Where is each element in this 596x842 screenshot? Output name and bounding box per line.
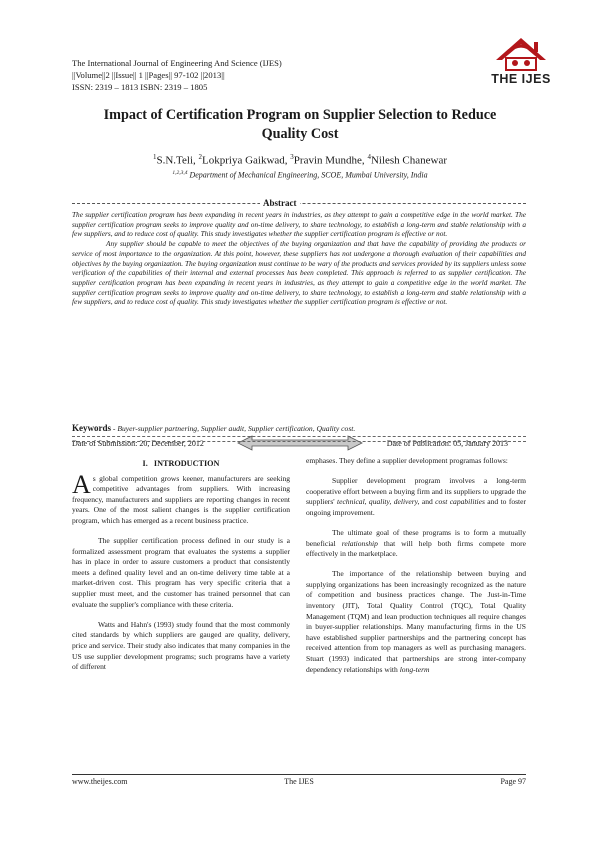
author-num: 3 xyxy=(290,153,294,161)
house-icon xyxy=(488,36,554,74)
author-name: Pravin Mundhe, xyxy=(293,154,368,167)
paper-title: Impact of Certification Program on Supplier Selection to Reduce Quality Cost xyxy=(103,107,497,142)
author-name: S.N.Teli, xyxy=(156,154,199,167)
author-num: 2 xyxy=(198,153,203,161)
abstract-body xyxy=(72,210,526,307)
keywords-text: - Buyer-supplier partnering, Supplier audit, Supplier certification, Quality cost. xyxy=(111,424,356,433)
paragraph-text: and xyxy=(419,497,436,507)
affiliation-num: 1,2,3,4 xyxy=(172,170,188,176)
body-paragraph: The supplier certification process defined in our study is a formalized assessment program that evaluates the systems a supplier has in place in order to assure customers a product that consistently meets a defined quality level and an on-time delivery time table at a market-driven cost. This program has very specific criteria that a supplier must meet, and the customer has trained personnel that can evaluate the supplier's compliance with these criteria. xyxy=(72,536,290,609)
footer-divider xyxy=(72,774,526,775)
dates-row xyxy=(72,419,526,449)
body-paragraph xyxy=(306,528,526,560)
emphasis-text: cost capabilities xyxy=(435,497,485,507)
body-paragraph: Watts and Hahn's (1993) study found that the most commonly cited standards by which suppliers are gauged are quality, delivery, price and service. Their study also indicates that many companies in the US use supplier development programs; such programs have a variety of different xyxy=(72,619,290,672)
double-arrow-icon xyxy=(236,435,364,451)
body-paragraph xyxy=(72,469,290,527)
section-title: INTRODUCTION xyxy=(153,459,220,468)
author-name: Lokpriya Gaikwad, xyxy=(202,154,291,167)
left-column xyxy=(72,459,290,682)
body-paragraph xyxy=(306,569,526,675)
journal-header xyxy=(72,57,282,94)
affiliation xyxy=(60,170,540,180)
emphasis-text: technical, quality, delivery, xyxy=(337,497,420,507)
paragraph-text: The importance of the relationship between buying and supplying organizations has been increasingly recognized as the nature of competition and business practices change. The Just-in-Time inventory (JIT), Total Quality Control (TQC), Total Quality Management (TQM) and lean production techniques all require changes in buyer-supplier relationships. Many manufacturing firms in the US have established supplier partnerships and the partnering concept has received attention from top managers as well as purchasing managers. Stuart (1993) indicated that partnerships are strong inter-company dependency relationships with xyxy=(306,569,526,674)
author-list xyxy=(60,153,540,167)
affiliation-text: Department of Mechanical Engineering, SCOE, Mumbai University, India xyxy=(187,170,428,180)
issn-line: ISSN: 2319 – 1813 ISBN: 2319 – 1805 xyxy=(72,82,208,93)
paragraph-text: Supplier development program involves a long-term cooperative effort between a buying firm and its suppliers to upgrade the suppliers' xyxy=(306,476,526,507)
emphasis-text: long-term xyxy=(399,664,430,674)
paragraph-text: s global competition grows keener, manufacturers are seeking competitive advantages from suppliers. With increasing frequency, manufacturers and suppliers are reporting changes in recent years. One of the most salient changes is the supplier certification program, which has emerged as a recent business practice. xyxy=(72,473,290,525)
paragraph-text: The ultimate goal of these programs is to form a mutually beneficial xyxy=(306,527,526,548)
volume-line: ||Volume||2 ||Issue|| 1 ||Pages|| 97-102 ||2013|| xyxy=(72,70,225,81)
author-name: Nilesh Chanewar xyxy=(370,154,447,167)
body-paragraph xyxy=(306,476,526,518)
author-num: 4 xyxy=(367,153,371,161)
keywords-label: Keywords xyxy=(72,423,111,433)
drop-cap: A xyxy=(72,469,91,499)
paragraph-text: and to foster ongoing improvement. xyxy=(306,497,527,517)
footer-journal: The IJES xyxy=(284,777,314,786)
journal-name: The International Journal of Engineering And Science (IJES) xyxy=(72,58,282,68)
section-heading xyxy=(72,459,290,470)
abstract-paragraph: Any supplier should be capable to meet the objectives of the buying organization and that have the capability of providing the products or service of most importance to the organization. At this point, however, these suppliers has not undergone a thorough evaluation of their capabilities and objectives by the buying organization. The buying organization must continue to be wary of the products and services provided by its suppliers unless some verification of the capabilities of their internal and external processes has been completed. This approach is referred to as supplier certification. The supplier certification program has been expanding in recent years in industries, as they attempt to gain a competitive edge in the world market. The supplier certification program seeks to improve quality and on-time delivery, to share technology, to establish a long-term and stable relationship with a few suppliers, and to reduce cost of quality. This study investigates whether the supplier certification program is effective or not. xyxy=(72,239,526,307)
logo-text: THE IJES xyxy=(491,72,551,86)
publication-date: Date of Publication: 05, January 2013 xyxy=(386,439,508,448)
abstract-paragraph: The supplier certification program has been expanding in recent years in industries, as they attempt to gain a competitive edge in the world market. The supplier certification program seeks to improve quality and on-time delivery, to share technology, to establish a long-term and stable relationship with a few suppliers, and to reduce cost of quality. This study investigates whether the supplier certification program is effective or not. xyxy=(72,210,526,239)
body-paragraph: emphases. They define a supplier development programas follows: xyxy=(306,456,508,465)
footer-website[interactable]: www.theijes.com xyxy=(72,777,128,786)
emphasis-text: relationship xyxy=(341,538,378,548)
right-column xyxy=(306,456,526,685)
paragraph-text: that will help both firms compete more effectively in the marketplace. xyxy=(306,538,526,559)
ijes-logo xyxy=(488,36,554,88)
submission-date: Date of Submission: 20, December, 2012 xyxy=(72,439,204,448)
divider-line xyxy=(72,441,526,442)
author-num: 1 xyxy=(153,153,157,161)
section-number: I. xyxy=(142,459,148,468)
abstract-label: Abstract xyxy=(260,198,300,208)
page-number: Page 97 xyxy=(500,777,526,786)
